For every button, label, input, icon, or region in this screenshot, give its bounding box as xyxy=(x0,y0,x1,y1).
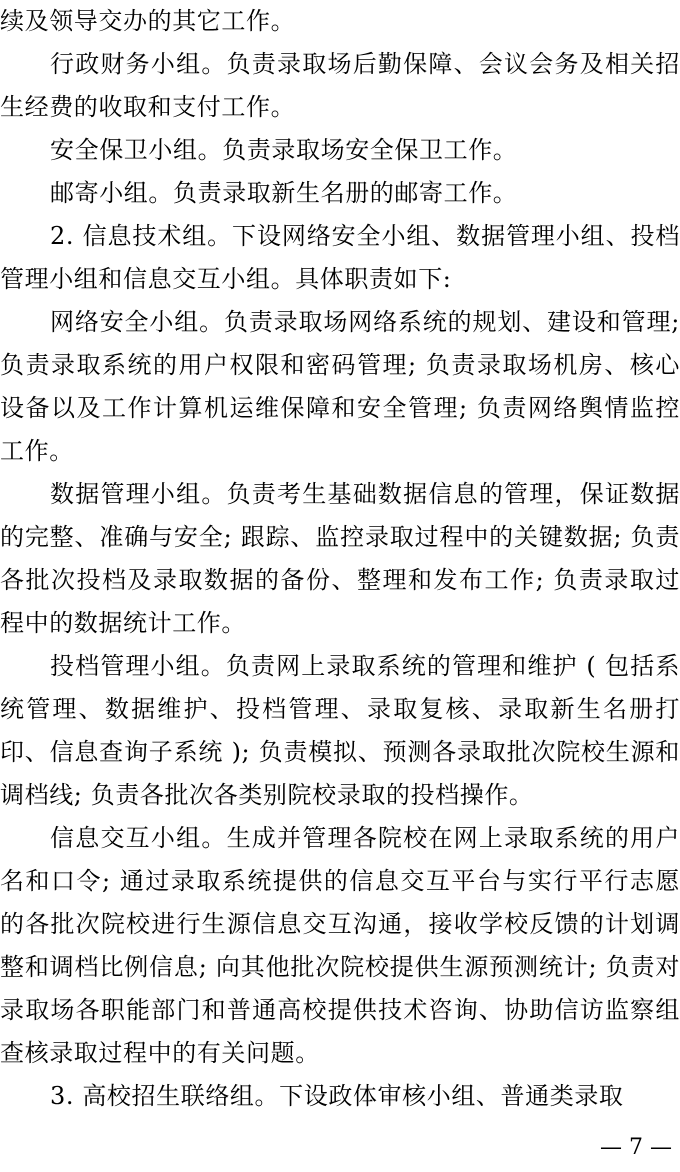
paragraph-security-group: 安全保卫小组。负责录取场安全保卫工作。 xyxy=(50,136,518,164)
paragraph-network-security-group: 网络安全小组。负责录取场网络系统的规划、建设和管理; 负责录取系统的用户权限和密码管理; 负责录取场机房、核心设备以及工作计算机运维保障和安全管理; 负责网络舆情监控工作。 xyxy=(0,308,680,465)
paragraph-it-group: 2. 信息技术组。下设网络安全小组、数据管理小组、投档管理小组和信息交互小组。具体职责如下: xyxy=(0,222,680,293)
paragraph-college-liaison-group: 3. 高校招生联络组。下设政体审核小组、普通类录取 xyxy=(50,1082,624,1110)
paragraph-continuation: 续及领导交办的其它工作。 xyxy=(0,7,296,35)
paragraph-data-management-group: 数据管理小组。负责考生基础数据信息的管理，保证数据的完整、准确与安全; 跟踪、监控录取过程中的关键数据; 负责各批次投档及录取数据的备份、整理和发布工作; 负责录取过程中的数据统计工作。 xyxy=(0,480,680,637)
paragraph-filing-management-group: 投档管理小组。负责网上录取系统的管理和维护 ( 包括系统管理、数据维护、投档管理、录取复核、录取新生名册打印、信息查询子系统 ); 负责模拟、预测各录取批次院校生源和调档线; 负责各批次各类别院校录取的投档操作。 xyxy=(0,652,680,809)
paragraph-mailing-group: 邮寄小组。负责录取新生名册的邮寄工作。 xyxy=(50,179,518,207)
paragraph-info-exchange-group: 信息交互小组。生成并管理各院校在网上录取系统的用户名和口令; 通过录取系统提供的信息交互平台与实行平行志愿的各批次院校进行生源信息交互沟通，接收学校反馈的计划调整和调档比例信息; 向其他批次院校提供生源预测统计; 负责对录取场各职能部门和普通高校提供技术咨询、协助信访监察组查核录取过程中的有关问题。 xyxy=(0,824,680,1067)
page-number: — 7 — xyxy=(600,1135,672,1160)
paragraph-admin-finance-group: 行政财务小组。负责录取场后勤保障、会议会务及相关招生经费的收取和支付工作。 xyxy=(0,50,680,121)
